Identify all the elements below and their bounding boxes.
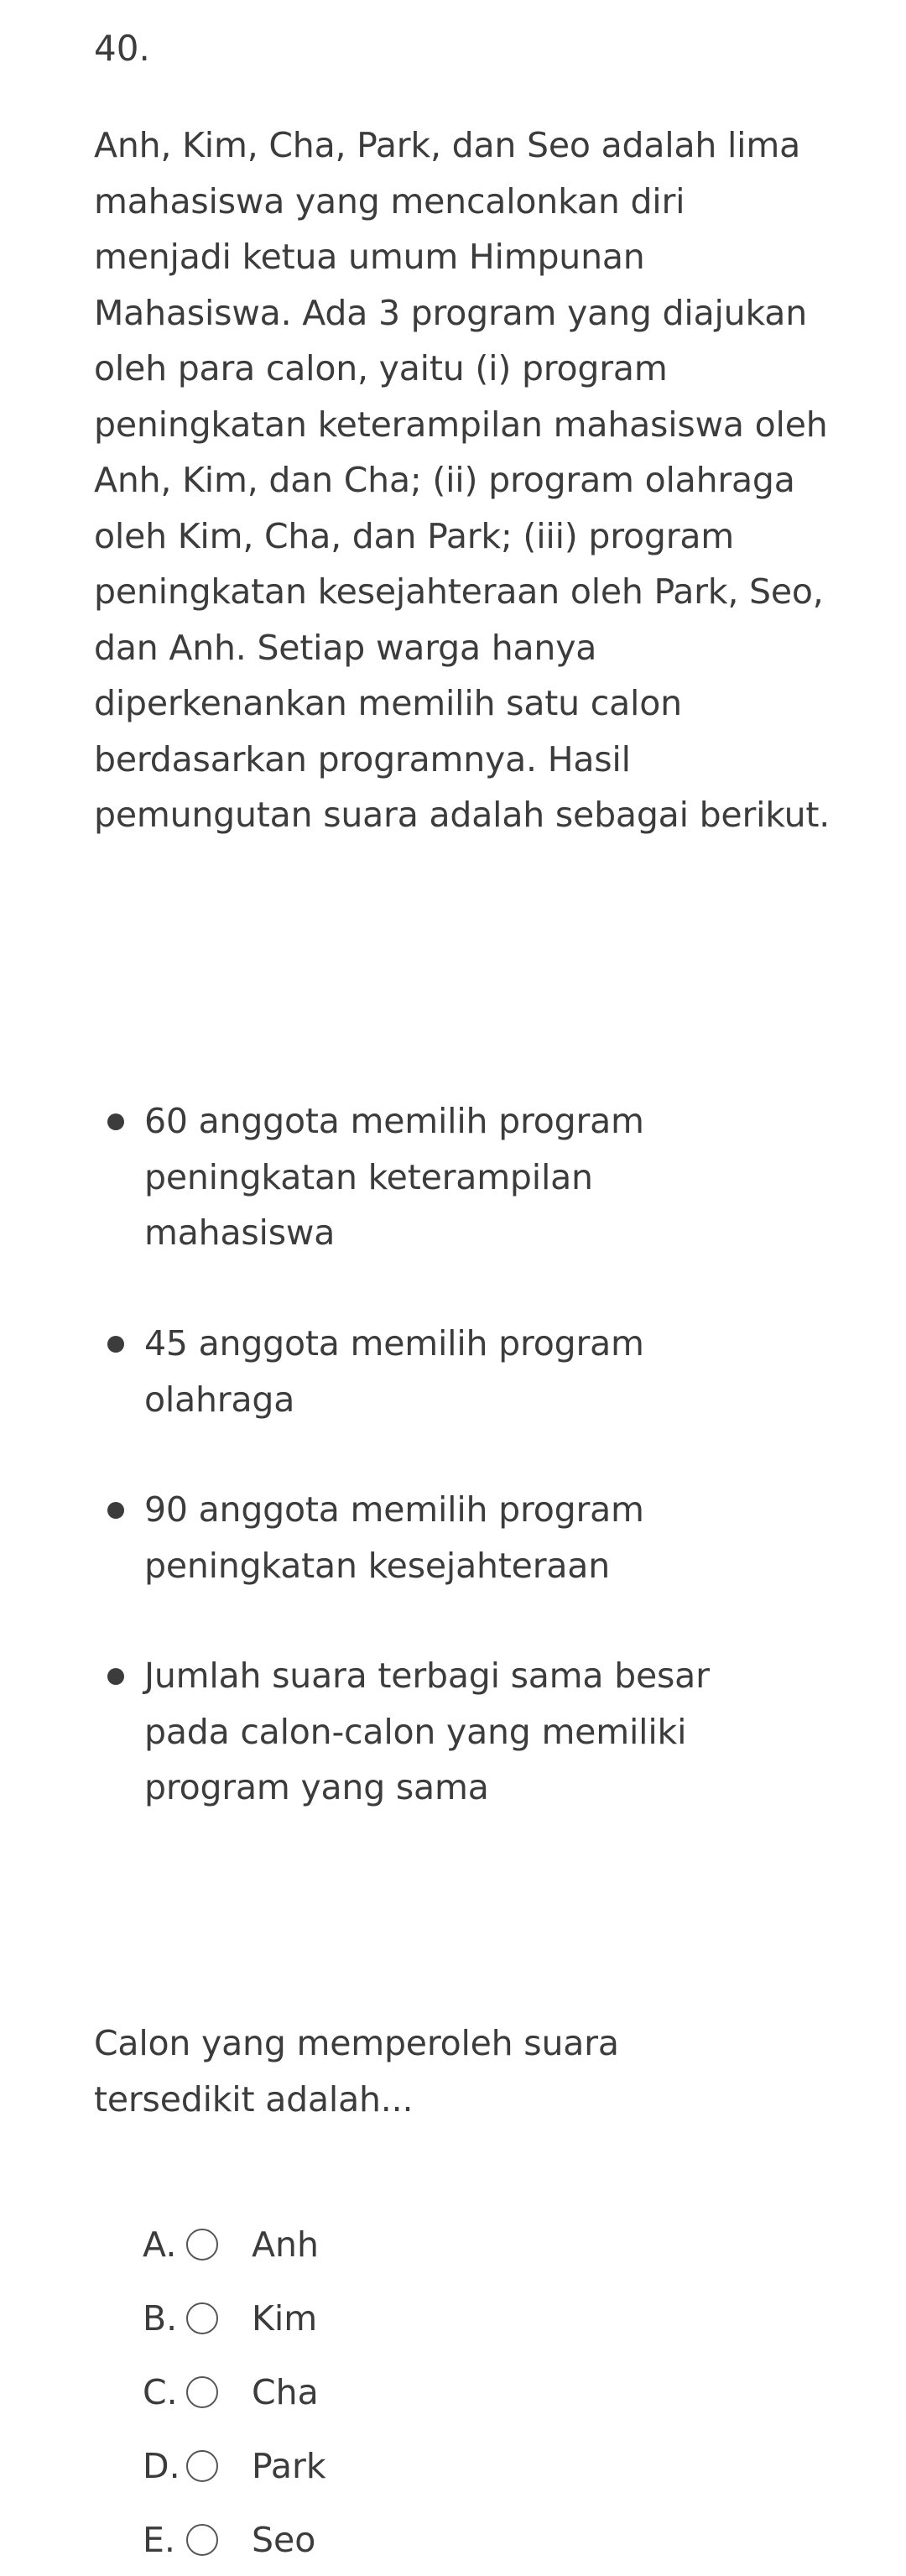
question-paragraph: Anh, Kim, Cha, Park, dan Seo adalah lima mahasiswa yang mencalonkan diri menjadi ketua umum Himpunan Mahasiswa. Ada 3 program yang diajukan oleh para calon, yaitu (i) program peningkatan keterampilan mahasiswa oleh Anh, Kim, dan Cha; (ii) program olahraga oleh Kim, Cha, dan Park; (iii) program peningkatan kesejahteraan oleh Park, Seo, dan Anh. Setiap warga hanya diperkenankan memilih satu calon berdasarkan programnya. Hasil pemungutan suara adalah sebagai berikut. [94, 125, 830, 835]
list-item [144, 1482, 732, 1593]
list-item [144, 1648, 732, 1816]
option-letter: B. [143, 2298, 178, 2339]
option-letter: E. [143, 2520, 175, 2560]
question-number: 40. [94, 28, 150, 69]
list-item-text: 90 anggota memilih program peningkatan kesejahteraan [144, 1489, 644, 1586]
option-letter: A. [143, 2224, 177, 2265]
option-a[interactable] [143, 2219, 319, 2270]
bullet-dot-icon [107, 1668, 124, 1685]
option-label[interactable]: Park [252, 2446, 326, 2486]
option-label[interactable]: Anh [252, 2224, 320, 2265]
list-item-text: 60 anggota memilih program peningkatan keterampilan mahasiswa [144, 1101, 644, 1253]
list-item [144, 1093, 732, 1261]
radio-button-icon[interactable] [186, 2450, 218, 2482]
option-label[interactable]: Kim [252, 2298, 318, 2339]
radio-button-icon[interactable] [186, 2524, 218, 2556]
radio-button-icon[interactable] [186, 2302, 218, 2334]
bullet-dot-icon [107, 1336, 124, 1353]
question-prompt: Calon yang memperoleh suara tersedikit adalah... [94, 2023, 619, 2120]
option-label[interactable]: Cha [252, 2372, 319, 2412]
option-e[interactable] [143, 2515, 315, 2565]
list-item-text: 45 anggota memilih program olahraga [144, 1323, 644, 1420]
option-b[interactable] [143, 2293, 317, 2344]
radio-button-icon[interactable] [186, 2376, 218, 2408]
option-d[interactable] [143, 2441, 326, 2491]
option-letter: C. [143, 2372, 178, 2412]
option-c[interactable] [143, 2367, 319, 2417]
list-item-text: Jumlah suara terbagi sama besar pada calon-calon yang memiliki program yang sama [144, 1656, 710, 1807]
option-label[interactable]: Seo [252, 2520, 316, 2560]
bullet-dot-icon [107, 1502, 124, 1519]
option-letter: D. [143, 2446, 180, 2486]
bullet-dot-icon [107, 1113, 124, 1130]
list-item [144, 1316, 732, 1427]
radio-button-icon[interactable] [186, 2229, 218, 2261]
